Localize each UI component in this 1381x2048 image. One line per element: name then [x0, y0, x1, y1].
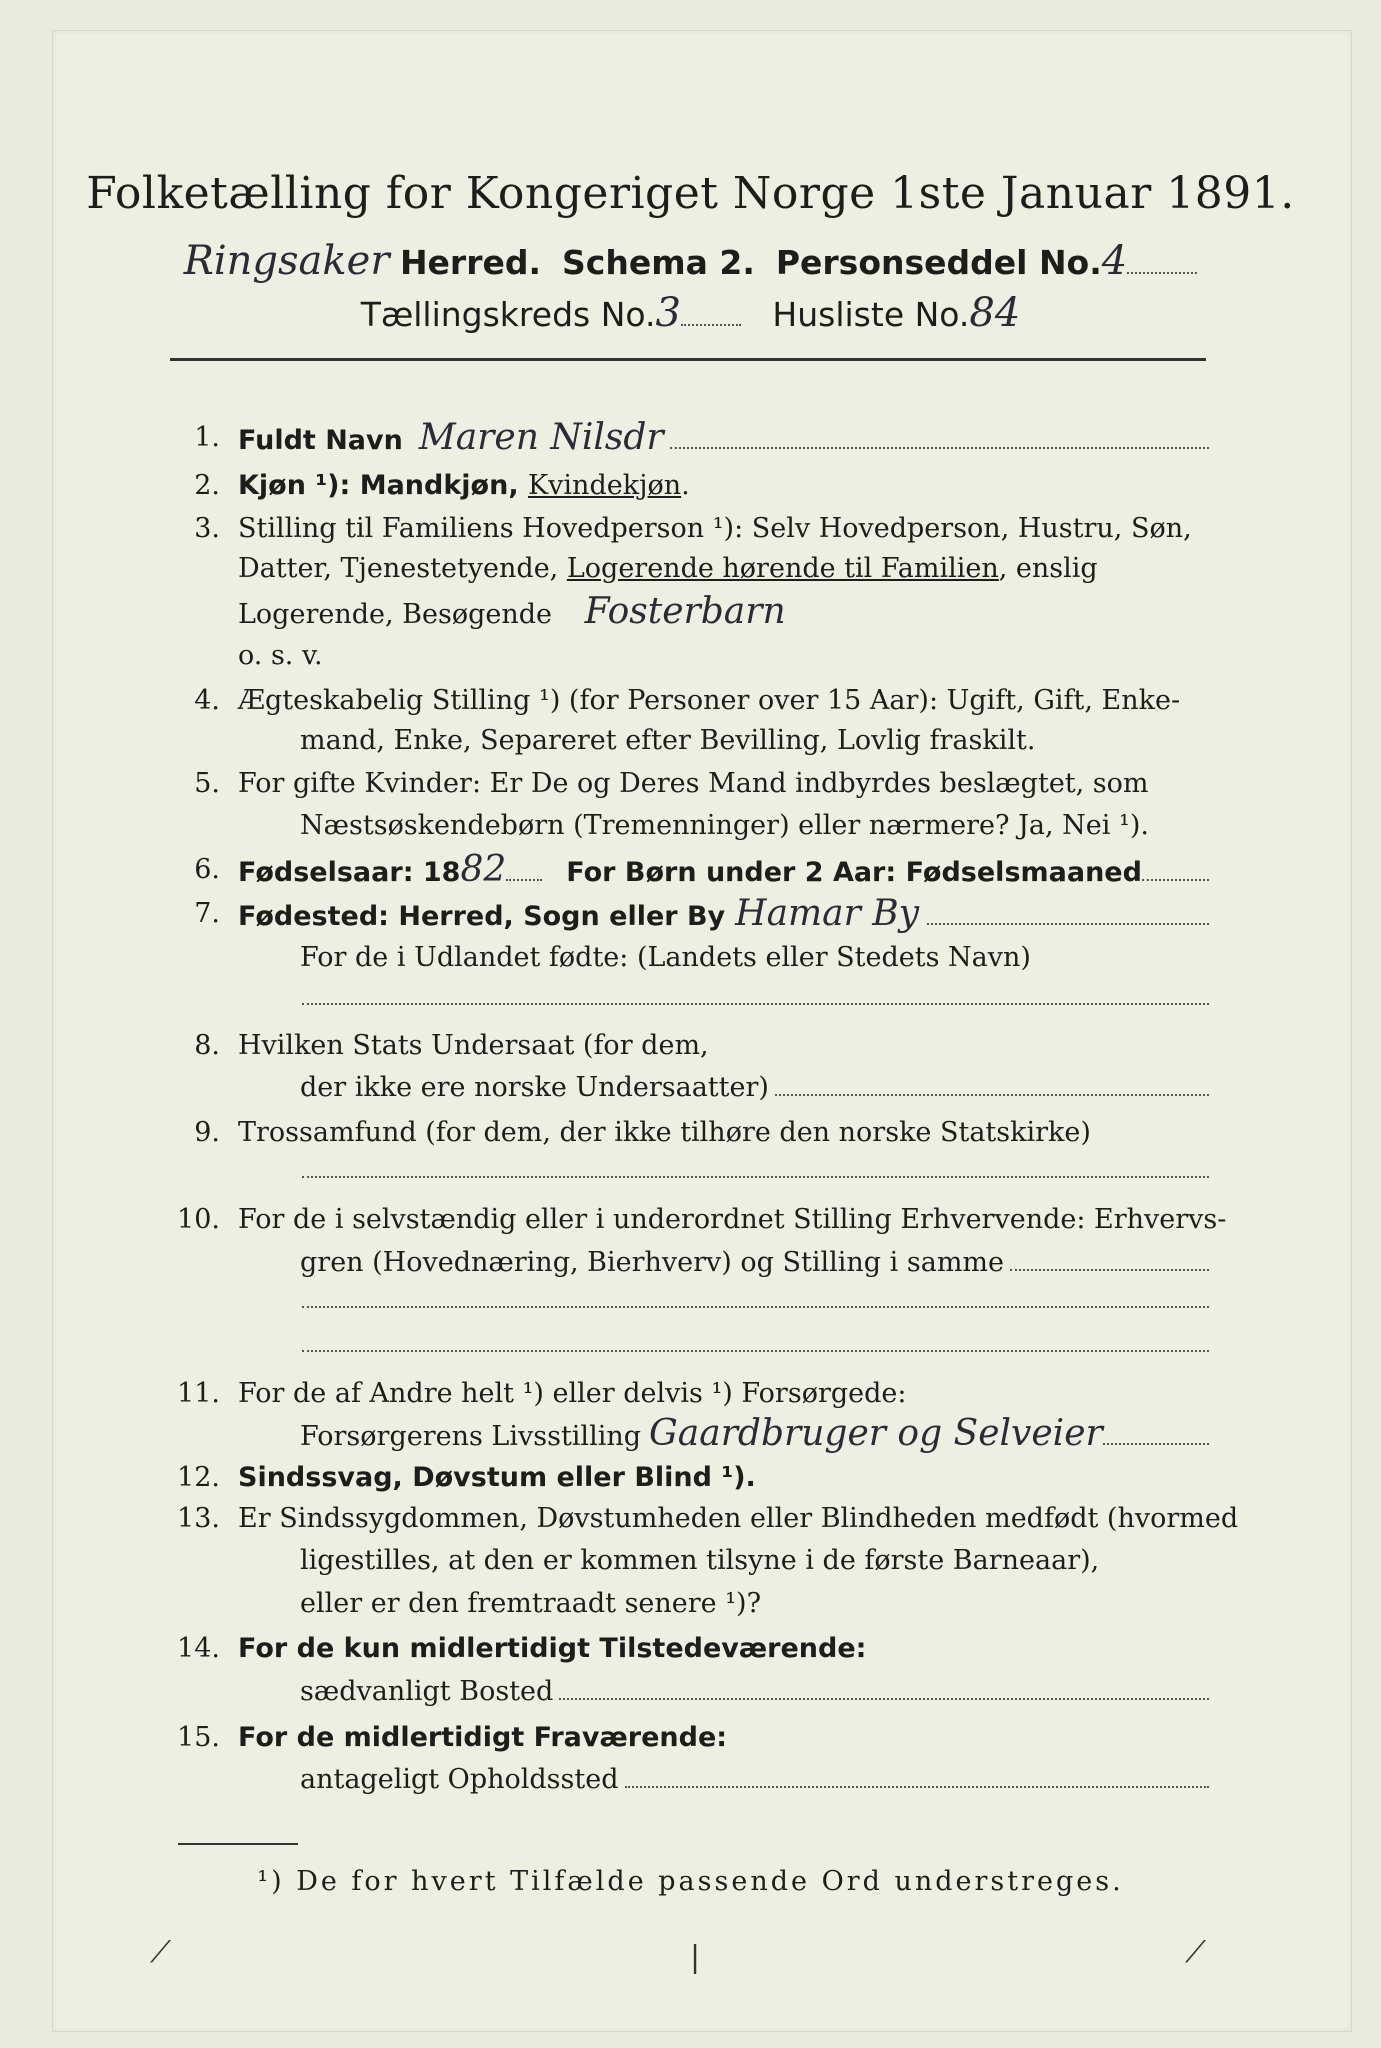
fravaerende-line: For de midlertidigt Fraværende:	[238, 1722, 728, 1753]
aegteskab-line-1: Ægteskabelig Stilling ¹) (for Personer over 15 Aar): Ugift, Gift, Enke-	[238, 685, 1181, 716]
fodselsaar-label: Fødselsaar: 18	[238, 857, 461, 888]
husliste-label: Husliste No.	[772, 295, 970, 334]
fodselsaar-answer: 82	[460, 849, 507, 890]
stilling-underlined: Logerende hørende til Familien	[566, 553, 999, 584]
fodested-label: Fødested: Herred, Sogn eller By	[238, 901, 726, 932]
question-number: 14.	[177, 1633, 220, 1664]
undersaat-line-1: Hvilken Stats Undersaat (for dem,	[238, 1030, 709, 1061]
question-number: 10.	[177, 1204, 220, 1235]
undersaat-line-2: der ikke ere norske Undersaatter)	[300, 1072, 769, 1103]
question-number: 1.	[194, 422, 220, 453]
stilling-line-1: Stilling til Familiens Hovedperson ¹): Selv Hovedperson, Hustru, Søn,	[238, 513, 1192, 544]
gifte-kvinder-line-2: Næstsøskendebørn (Tremenninger) eller nærmere? Ja, Nei ¹).	[300, 810, 1149, 841]
husliste-value: 84	[969, 290, 1021, 336]
herred-value: Ringsaker	[183, 238, 390, 284]
corner-mark-left: ⟋	[150, 1935, 171, 1970]
fuldt-navn-answer: Maren Nilsdr	[418, 417, 664, 458]
bosted-label: sædvanligt Bosted	[300, 1676, 554, 1707]
question-number: 13.	[177, 1503, 220, 1534]
answer-dotted-line	[302, 1003, 1209, 1005]
trossamfund-line: Trossamfund (for dem, der ikke tilhøre den norske Statskirke)	[238, 1117, 1091, 1148]
answer-dotted-line	[302, 1176, 1209, 1178]
fuldt-navn-label: Fuldt Navn	[238, 425, 403, 456]
taellingskreds-value: 3	[655, 290, 681, 336]
question-number: 4.	[194, 685, 220, 716]
erhverv-line-1: For de i selvstændig eller i underordnet Stilling Erhvervende: Erhvervs-	[238, 1204, 1227, 1235]
fodselsmaaned-label: For Børn under 2 Aar: Fødselsmaaned	[566, 857, 1142, 888]
stilling-line-2b: , enslig	[998, 553, 1098, 584]
stilling-line-3: Logerende, Besøgende	[238, 599, 552, 630]
question-number: 15.	[177, 1722, 220, 1753]
question-number: 7.	[194, 898, 220, 929]
kjon-answer-underlined: Kvindekjøn	[528, 470, 682, 501]
kjon-label: Kjøn ¹): Mandkjøn,	[238, 470, 528, 501]
answer-dotted-line	[302, 1306, 1209, 1308]
footnote: ¹) De for hvert Tilfælde passende Ord understreges.	[257, 1866, 1124, 1897]
tilstedevaerende-line: For de kun midlertidigt Tilstedeværende:	[238, 1633, 867, 1664]
personseddel-value: 4	[1101, 238, 1128, 284]
answer-dotted-line	[302, 1350, 1209, 1352]
corner-mark-right: ⟋	[1185, 1935, 1206, 1970]
question-number: 2.	[194, 470, 220, 501]
question-number: 11.	[177, 1378, 220, 1409]
medfodt-line-1: Er Sindssygdommen, Døvstumheden eller Blindheden medfødt (hvormed	[238, 1503, 1239, 1534]
stilling-line-4: o. s. v.	[238, 640, 323, 671]
aegteskab-line-2: mand, Enke, Separeret efter Bevilling, Lovlig fraskilt.	[300, 725, 1036, 756]
opholdssted-label: antageligt Opholdssted	[300, 1764, 619, 1795]
medfodt-line-2: ligestilles, at den er kommen tilsyne i de første Barneaar),	[300, 1545, 1100, 1576]
fold-mark: |	[690, 1940, 701, 1975]
personseddel-label: Personseddel No.	[775, 243, 1102, 282]
forsorger-label: Forsørgerens Livsstilling	[300, 1421, 642, 1452]
question-number: 5.	[194, 768, 220, 799]
form-title: Folketælling for Kongeriget Norge 1ste Januar 1891.	[86, 168, 1295, 219]
schema-label: Schema 2.	[562, 243, 755, 282]
question-number: 8.	[194, 1030, 220, 1061]
form-header-line-3	[0, 290, 1381, 336]
question-number: 6.	[194, 854, 220, 885]
fodested-answer: Hamar By	[735, 893, 920, 934]
stilling-line-2a: Datter, Tjenestetyende,	[238, 553, 567, 584]
gifte-kvinder-line-1: For gifte Kvinder: Er De og Deres Mand indbyrdes beslægtet, som	[238, 768, 1149, 799]
header-rule	[170, 358, 1206, 361]
sindssvag-line: Sindssvag, Døvstum eller Blind ¹).	[238, 1462, 756, 1493]
question-number: 3.	[194, 513, 220, 544]
herred-label: Herred.	[399, 243, 542, 282]
udlandet-line: For de i Udlandet fødte: (Landets eller Stedets Navn)	[300, 942, 1031, 973]
forsorger-answer: Gaardbruger og Selveier	[649, 1413, 1103, 1454]
kjon-tail: .	[681, 470, 690, 501]
forsorgede-line-1: For de af Andre helt ¹) eller delvis ¹) Forsørgede:	[238, 1378, 907, 1409]
form-header-line-2	[0, 238, 1381, 284]
medfodt-line-3: eller er den fremtraadt senere ¹)?	[300, 1588, 762, 1619]
erhverv-line-2: gren (Hovednæring, Bierhverv) og Stilling i samme	[300, 1247, 1005, 1278]
footnote-rule	[178, 1843, 298, 1845]
stilling-answer: Fosterbarn	[584, 591, 786, 632]
taellingskreds-label: Tællingskreds No.	[360, 295, 656, 334]
question-number: 9.	[194, 1117, 220, 1148]
question-number: 12.	[177, 1462, 220, 1493]
